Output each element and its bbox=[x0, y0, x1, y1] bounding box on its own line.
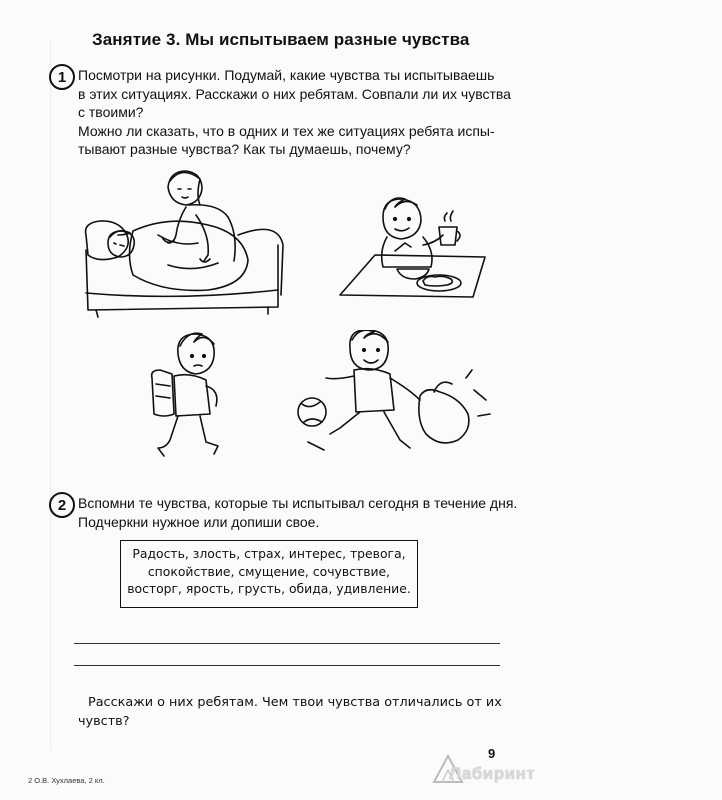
watermark-text: Лабиринт bbox=[449, 764, 536, 783]
feelings-words-line[interactable]: Радость, злость, страх, интерес, тревога, bbox=[132, 546, 406, 561]
task-1-line: в этих ситуациях. Расскажи о них ребятам. Совпали ли их чувства bbox=[78, 85, 511, 102]
feelings-word-box bbox=[120, 540, 418, 608]
task-1-line: Посмотри на рисунки. Подумай, какие чувства ты испытываешь bbox=[78, 67, 495, 83]
closing-line: чувств? bbox=[78, 713, 130, 729]
footer-note: 2 О.В. Хухлаева, 2 кл. bbox=[28, 776, 105, 785]
illustration-sick-boy-in-bed bbox=[78, 165, 288, 325]
task-2-text bbox=[78, 494, 517, 531]
illustration-boy-eating-breakfast bbox=[335, 195, 495, 300]
task-1-line: тывают разные чувства? Как ты думаешь, почему? bbox=[78, 141, 411, 157]
feelings-words-line[interactable]: спокойствие, смущение, сочувствие, bbox=[147, 563, 391, 579]
page-fold-shadow bbox=[50, 40, 51, 750]
illustration-boy-with-backpack bbox=[140, 330, 240, 465]
closing-question bbox=[78, 694, 502, 731]
closing-line: Расскажи о них ребятам. Чем твои чувства отличались от их bbox=[88, 695, 502, 710]
task-1-text bbox=[78, 66, 511, 159]
feelings-words-line[interactable]: восторг, ярость, грусть, обида, удивление. bbox=[127, 581, 411, 596]
task-2-number-badge: 2 bbox=[49, 492, 75, 518]
illustration-boy-kicking-ball bbox=[290, 330, 500, 465]
write-in-line[interactable] bbox=[74, 643, 500, 644]
page-number: 9 bbox=[488, 746, 496, 761]
page-title: Занятие 3. Мы испытываем разные чувства bbox=[92, 30, 470, 49]
task-1-line: с твоими? bbox=[78, 104, 144, 120]
task-2-line: Подчеркни нужное или допиши свое. bbox=[78, 513, 320, 530]
task-2-line: Вспомни те чувства, которые ты испытывал сегодня в течение дня. bbox=[78, 495, 518, 511]
task-1-number-badge: 1 bbox=[49, 64, 75, 90]
write-in-line[interactable] bbox=[74, 665, 500, 666]
task-1-line: Можно ли сказать, что в одних и тех же ситуациях ребята испы- bbox=[78, 122, 495, 139]
